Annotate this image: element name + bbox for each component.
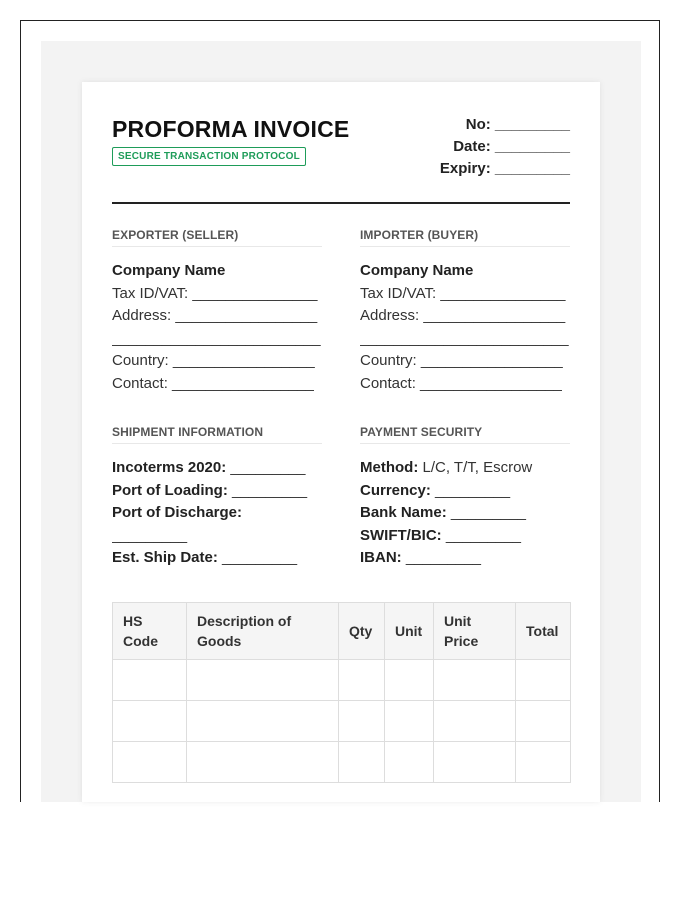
importer-tax-row [360, 283, 570, 306]
table-cell[interactable] [434, 700, 516, 741]
exporter-contact-row [112, 373, 322, 396]
invoice-content [112, 112, 570, 783]
port-of-loading-label: Port of Loading: [112, 481, 228, 499]
meta-expiry [440, 158, 570, 180]
table-cell[interactable] [434, 659, 516, 700]
importer-address-row [360, 305, 570, 328]
table-cell[interactable] [516, 741, 571, 782]
table-cell[interactable] [113, 659, 187, 700]
port-of-discharge-row [112, 502, 322, 525]
header-qty: Qty [339, 602, 385, 659]
payment-method-label: Method: [360, 459, 419, 476]
incoterms-row [112, 457, 322, 480]
importer-tax-blank: _______________ [440, 284, 566, 302]
meta-number [440, 114, 570, 136]
ship-date-blank: _________ [222, 549, 298, 566]
iban-label: IBAN: [360, 549, 402, 566]
importer-address-blank: _________________ [423, 307, 566, 324]
exporter-tax-blank: _______________ [192, 284, 318, 302]
invoice-meta [440, 114, 570, 180]
table-cell[interactable] [385, 741, 434, 782]
exporter-country-row [112, 350, 322, 373]
header-hs-code: HS Code [113, 602, 187, 659]
currency-label: Currency: [360, 481, 431, 499]
table-cell[interactable] [187, 700, 339, 741]
exporter-address-line2: _________________________ [112, 329, 321, 347]
port-of-discharge-blank: _________ [112, 526, 188, 544]
meta-expiry-label: Expiry: [439, 160, 491, 177]
bank-name-blank: _________ [450, 504, 526, 521]
meta-number-value: _________ [494, 116, 570, 133]
table-cell[interactable] [339, 659, 385, 700]
importer-country-blank: _________________ [420, 352, 563, 369]
payment-method-value: L/C, T/T, Escrow [422, 459, 533, 476]
exporter-address-blank: _________________ [175, 307, 318, 324]
invoice-document [82, 82, 600, 802]
meta-expiry-value: _________ [494, 160, 570, 177]
exporter-heading: EXPORTER (SELLER) [112, 228, 322, 247]
payment-method-row [360, 457, 570, 480]
importer-heading: IMPORTER (BUYER) [360, 228, 570, 247]
table-cell[interactable] [385, 659, 434, 700]
iban-row [360, 547, 570, 570]
iban-blank: _________ [405, 549, 481, 566]
meta-date-value: _________ [494, 138, 570, 155]
payment-heading: PAYMENT SECURITY [360, 425, 570, 444]
importer-block [360, 228, 570, 395]
header-unit-price: Unit Price [434, 602, 516, 659]
importer-contact-blank: _________________ [420, 374, 562, 392]
table-cell[interactable] [516, 700, 571, 741]
exporter-country-blank: _________________ [172, 352, 315, 369]
ship-date-label: Est. Ship Date: [112, 549, 218, 566]
port-of-discharge-label: Port of Discharge: [112, 504, 243, 521]
document-title: PROFORMA INVOICE [112, 116, 350, 142]
importer-contact-row [360, 373, 570, 396]
port-of-loading-blank: _________ [231, 481, 308, 499]
table-cell[interactable] [339, 741, 385, 782]
table-row [113, 700, 571, 741]
shipment-heading: SHIPMENT INFORMATION [112, 425, 322, 444]
exporter-address-row [112, 305, 322, 328]
header-unit: Unit [385, 602, 434, 659]
exporter-country-label: Country: [112, 352, 169, 369]
bank-name-row [360, 502, 570, 525]
table-cell[interactable] [187, 659, 339, 700]
exporter-contact-label: Contact: [112, 374, 168, 392]
table-cell[interactable] [187, 741, 339, 782]
meta-number-label: No: [465, 116, 491, 133]
bank-name-label: Bank Name: [360, 504, 447, 521]
exporter-contact-blank: _________________ [172, 374, 314, 392]
header-description: Description of Goods [187, 602, 339, 659]
terms-section [112, 425, 570, 570]
invoice-header [112, 112, 570, 204]
table-cell[interactable] [516, 659, 571, 700]
table-cell[interactable] [434, 741, 516, 782]
incoterms-label: Incoterms 2020: [112, 459, 227, 476]
shipment-block [112, 425, 322, 570]
importer-contact-label: Contact: [360, 374, 416, 392]
importer-tax-label: Tax ID/VAT: [360, 284, 437, 302]
ship-date-row [112, 547, 322, 570]
table-cell[interactable] [113, 741, 187, 782]
exporter-tax-row [112, 283, 322, 306]
importer-country-row [360, 350, 570, 373]
swift-row [360, 525, 570, 548]
table-cell[interactable] [113, 700, 187, 741]
currency-blank: _________ [435, 481, 511, 499]
table-row [113, 659, 571, 700]
secure-protocol-badge: SECURE TRANSACTION PROTOCOL [112, 147, 306, 166]
swift-label: SWIFT/BIC: [360, 526, 442, 544]
table-cell[interactable] [385, 700, 434, 741]
importer-address-line2: _________________________ [360, 329, 569, 347]
exporter-address-label: Address: [112, 307, 172, 324]
currency-row [360, 480, 570, 503]
exporter-company: Company Name [112, 262, 226, 279]
swift-blank: _________ [445, 526, 521, 544]
header-total: Total [516, 602, 571, 659]
importer-company: Company Name [360, 262, 474, 279]
parties-section [112, 228, 570, 395]
table-header-row [113, 602, 571, 659]
port-of-loading-row [112, 480, 322, 503]
table-row [113, 741, 571, 782]
importer-address-label: Address: [360, 307, 420, 324]
payment-block [360, 425, 570, 570]
exporter-tax-label: Tax ID/VAT: [112, 284, 189, 302]
meta-date [440, 136, 570, 158]
incoterms-blank: _________ [230, 459, 306, 476]
meta-date-label: Date: [453, 138, 491, 155]
table-cell[interactable] [339, 700, 385, 741]
exporter-block [112, 228, 322, 395]
goods-table [112, 602, 571, 783]
importer-country-label: Country: [360, 352, 417, 369]
